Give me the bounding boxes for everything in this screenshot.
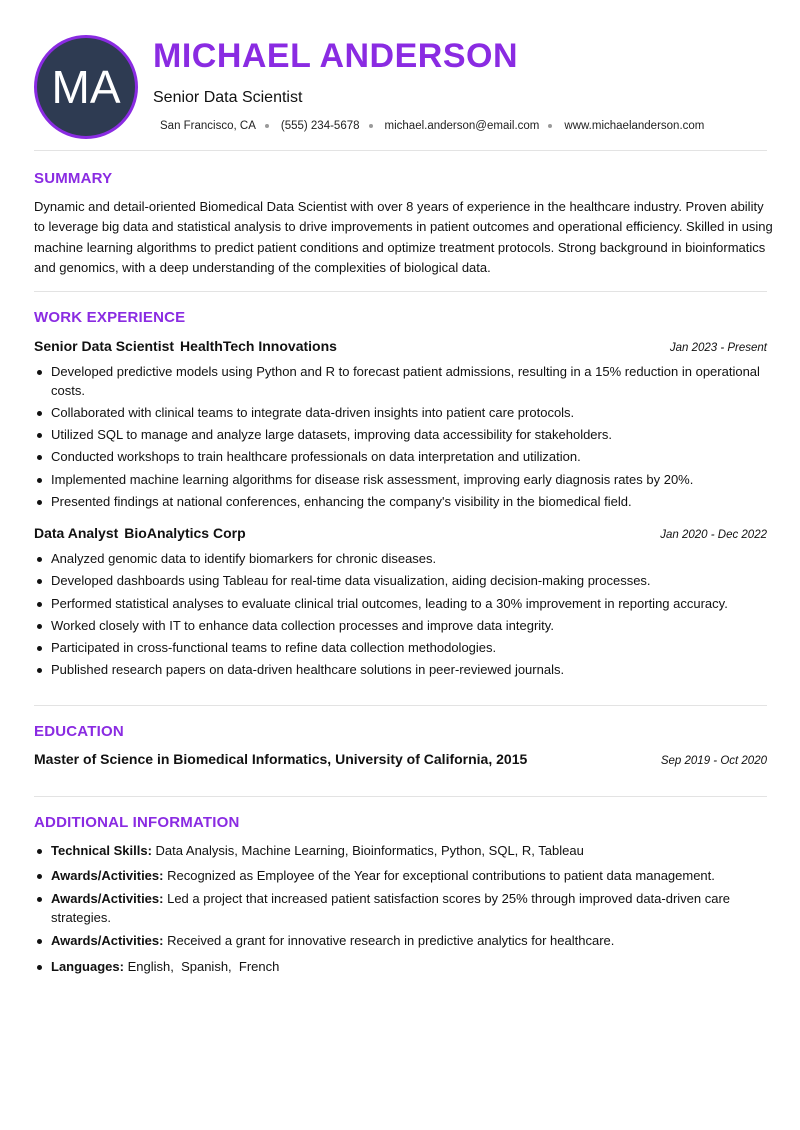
contact-email[interactable]: michael.anderson@email.com [384,120,540,132]
list-item: Published research papers on data-driven healthcare solutions in peer-reviewed journals. [34,661,767,680]
item-label: Technical Skills: [51,843,152,858]
dot-separator [548,124,552,128]
education-dates: Sep 2019 - Oct 2020 [660,755,767,767]
avatar-initials: MA [51,61,121,113]
avatar [34,35,138,139]
item-text: Led a project that increased patient satisfaction scores by 25% through improved data-driven care strategies. [51,891,731,925]
education-degree: Master of Science in Biomedical Informatics, University of California, 2015 [34,751,528,767]
item-text: Recognized as Employee of the Year for exceptional contributions to patient data management. [167,867,715,883]
list-item [34,842,767,861]
list-item: Performed statistical analyses to evaluate clinical trial outcomes, leading to a 30% improvement in reporting accuracy. [34,595,767,614]
job-header [34,525,767,541]
contact-line [160,120,704,132]
job-bullets [34,363,767,515]
contact-website[interactable]: www.michaelanderson.com [564,120,705,132]
education-heading: EDUCATION [34,723,124,740]
dot-separator [265,124,269,128]
job-header [34,338,767,354]
candidate-role: Senior Data Scientist [153,89,303,106]
list-item: Analyzed genomic data to identify biomarkers for chronic diseases. [34,550,767,569]
item-label: Languages: [51,958,124,974]
list-item [34,958,767,977]
list-item: Developed dashboards using Tableau for real-time data visualization, aiding decision-making processes. [34,572,767,591]
section-divider [34,705,767,706]
additional-list [34,842,767,976]
job-bullets [34,550,767,684]
list-item: Conducted workshops to train healthcare professionals on data interpretation and utilization. [34,448,767,467]
list-item: Utilized SQL to manage and analyze large datasets, improving data accessibility for stakeholders. [34,426,767,445]
job-title: Data Analyst [34,525,119,541]
list-item: Presented findings at national conferences, enhancing the company's visibility in the biomedical field. [34,493,767,512]
item-label: Awards/Activities: [51,891,164,906]
list-item [34,932,767,951]
candidate-name: MICHAEL ANDERSON [153,37,519,75]
section-divider [34,796,767,797]
job-title-line [34,338,337,354]
job-company: HealthTech Innovations [180,338,337,354]
list-item: Worked closely with IT to enhance data collection processes and improve data integrity. [34,617,767,636]
list-item: Implemented machine learning algorithms for disease risk assessment, improving early diagnosis rates by 20%. [34,471,767,490]
summary-heading: SUMMARY [34,170,113,187]
list-item: Developed predictive models using Python and R to forecast patient admissions, resulting in a 15% reduction in operational costs. [34,363,767,400]
summary-text: Dynamic and detail-oriented Biomedical Data Scientist with over 8 years of experience in the healthcare industry. Proven ability to leverage big data and statistical analysis to drive improvements in patient outcomes and operational efficiency. Skilled in using machine learning algorithms to predict patient conditions and optimize treatment protocols. Strong background in bioinformatics and genomics, with a deep understanding of the complexities of biological data. [34,199,773,275]
education-entry [34,751,767,767]
contact-phone: (555) 234-5678 [280,120,360,132]
dot-separator [369,124,373,128]
additional-heading: ADDITIONAL INFORMATION [34,814,240,831]
job-company: BioAnalytics Corp [124,525,246,541]
section-divider [34,150,767,151]
job-title-line [34,525,246,541]
job-dates: Jan 2020 - Dec 2022 [660,529,767,541]
item-text: Data Analysis, Machine Learning, Bioinformatics, Python, SQL, R, Tableau [155,843,584,858]
job-title: Senior Data Scientist [34,338,175,354]
job-dates: Jan 2023 - Present [669,342,767,354]
contact-location: San Francisco, CA [160,120,256,132]
item-text: English, Spanish, French [127,958,280,974]
item-label: Awards/Activities: [51,933,164,948]
section-divider [34,291,767,292]
list-item [34,867,767,886]
list-item [34,890,767,927]
list-item: Collaborated with clinical teams to integrate data-driven insights into patient care protocols. [34,404,767,423]
list-item: Participated in cross-functional teams to refine data collection methodologies. [34,639,767,658]
item-label: Awards/Activities: [51,867,164,883]
item-text: Received a grant for innovative research in predictive analytics for healthcare. [167,933,615,948]
experience-heading: WORK EXPERIENCE [34,309,186,326]
